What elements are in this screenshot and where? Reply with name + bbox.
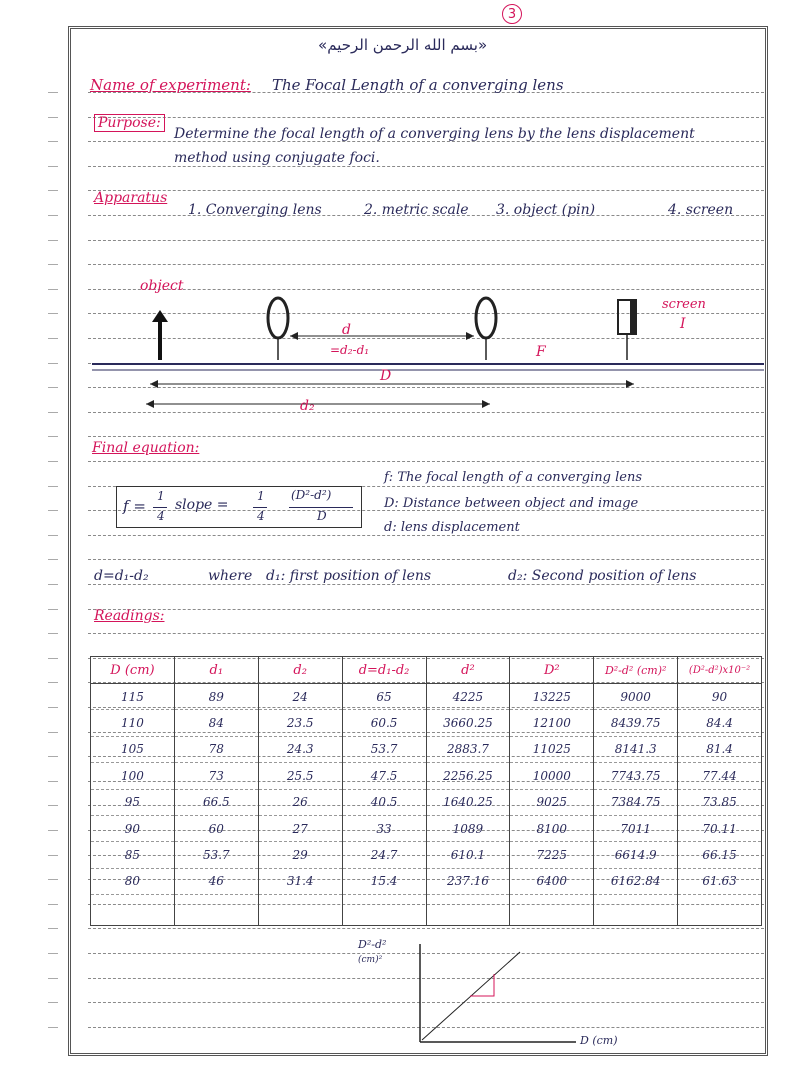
table-cell: 3660.25: [426, 710, 510, 736]
table-row: [91, 684, 762, 710]
table-cell: 9025: [510, 789, 594, 815]
margin-tick: [48, 830, 58, 831]
f-label: F: [536, 344, 546, 360]
table-cell: 84.4: [678, 710, 762, 736]
table-cell: 80: [91, 868, 175, 894]
table-cell: [426, 895, 510, 926]
table-header-cell: D²: [510, 657, 594, 684]
table-header-cell: (D²-d²)x10⁻²: [678, 657, 762, 684]
margin-tick: [48, 461, 58, 462]
page-number: 3: [502, 4, 522, 24]
screen-label: screen: [662, 297, 706, 312]
table-cell: 61.63: [678, 868, 762, 894]
d1-definition: d₁: first position of lens: [266, 568, 432, 584]
table-row: [91, 789, 762, 815]
table-cell: 89: [174, 684, 258, 710]
d-definition: d=d₁-d₂: [94, 568, 149, 584]
eq-frac1-num: 1: [157, 489, 165, 503]
table-cell: 40.5: [342, 789, 426, 815]
graph-y-label: D²-d²: [358, 938, 387, 951]
eq-frac2-num: 1: [257, 489, 265, 503]
table-cell: 1640.25: [426, 789, 510, 815]
margin-tick: [48, 436, 58, 437]
margin-tick: [48, 658, 58, 659]
table-cell: 47.5: [342, 763, 426, 789]
object-label: object: [140, 278, 184, 294]
table-cell: 13225: [510, 684, 594, 710]
table-cell: 53.7: [174, 842, 258, 868]
purpose-line-2: method using conjugate foci.: [174, 150, 380, 166]
table-cell: [594, 895, 678, 926]
apparatus-item: 4. screen: [668, 202, 734, 218]
table-cell: 237.16: [426, 868, 510, 894]
table-cell: 27: [258, 815, 342, 841]
table-cell: 60: [174, 815, 258, 841]
table-row: [91, 736, 762, 762]
table-cell: 53.7: [342, 736, 426, 762]
purpose-line-1: Determine the focal length of a converging lens by the lens displacement: [174, 126, 695, 142]
screen-edge: [630, 300, 636, 334]
table-cell: 7384.75: [594, 789, 678, 815]
margin-tick: [48, 805, 58, 806]
table-cell: 610.1: [426, 842, 510, 868]
d-arrowhead-right: [466, 332, 474, 340]
ruled-line: [88, 436, 764, 437]
image-label: I: [680, 316, 686, 332]
legend-f: f: The focal length of a converging lens: [384, 470, 643, 485]
margin-tick: [48, 904, 58, 905]
legend-d: d: lens displacement: [384, 520, 520, 535]
table-header-cell: d₁: [174, 657, 258, 684]
margin-tick: [48, 756, 58, 757]
table-cell: 85: [91, 842, 175, 868]
where-text: where: [208, 568, 253, 584]
ruled-line: [88, 609, 764, 610]
table-cell: 70.11: [678, 815, 762, 841]
d2-definition: d₂: Second position of lens: [508, 568, 697, 584]
table-header-cell: D²-d² (cm)²: [594, 657, 678, 684]
ruled-line: [88, 559, 764, 560]
table-cell: [174, 895, 258, 926]
table-header-row: [91, 657, 762, 684]
table-cell: 8100: [510, 815, 594, 841]
graph-y-unit: (cm)²: [358, 955, 383, 965]
eq-frac1-den: 4: [157, 509, 165, 523]
eq-frac3-den: D: [317, 509, 327, 523]
table-cell: 7743.75: [594, 763, 678, 789]
table-cell: [678, 895, 762, 926]
eq-frac2-bar: [253, 507, 267, 508]
table-cell: 73.85: [678, 789, 762, 815]
table-cell: 66.15: [678, 842, 762, 868]
table-cell: 90: [91, 815, 175, 841]
table-row: [91, 763, 762, 789]
margin-tick: [48, 535, 58, 536]
margin-tick: [48, 732, 58, 733]
lens-2: [476, 298, 496, 338]
table-cell: 66.5: [174, 789, 258, 815]
table-cell: [258, 895, 342, 926]
ruled-line: [88, 584, 764, 585]
big-d-arrowhead-right: [626, 380, 634, 388]
d2-arrowhead-left: [146, 400, 154, 408]
table-row: [91, 815, 762, 841]
legend-big-d: D: Distance between object and image: [384, 496, 639, 511]
table-cell: 105: [91, 736, 175, 762]
table-cell: 7011: [594, 815, 678, 841]
table-cell: 10000: [510, 763, 594, 789]
basmala: «بسم الله الرحمن الرحيم»: [318, 36, 488, 54]
table-cell: 84: [174, 710, 258, 736]
experiment-name: The Focal Length of a converging lens: [272, 76, 564, 94]
table-cell: 110: [91, 710, 175, 736]
table-cell: 65: [342, 684, 426, 710]
table-cell: 6614.9: [594, 842, 678, 868]
name-label: Name of experiment:: [90, 76, 251, 94]
table-cell: 26: [258, 789, 342, 815]
big-d-label: D: [380, 368, 392, 384]
table-cell: 46: [174, 868, 258, 894]
margin-tick: [48, 978, 58, 979]
purpose-label: Purpose:: [94, 114, 165, 132]
table-header-cell: d₂: [258, 657, 342, 684]
apparatus-item: 1. Converging lens: [188, 202, 322, 218]
optics-diagram: [0, 0, 810, 430]
readings-label: Readings:: [94, 608, 165, 624]
eq-frac1-bar: [153, 507, 167, 508]
margin-tick: [48, 879, 58, 880]
d-label: d: [342, 322, 351, 338]
graph-sketch: [340, 930, 660, 1050]
eq-frac3-num: (D²-d²): [291, 488, 332, 502]
table-cell: [510, 895, 594, 926]
table-cell: 24: [258, 684, 342, 710]
eq-frac3-bar: [289, 507, 353, 508]
table-cell: 2883.7: [426, 736, 510, 762]
table-cell: 77.44: [678, 763, 762, 789]
margin-tick: [48, 486, 58, 487]
table-cell: 24.3: [258, 736, 342, 762]
table-cell: 115: [91, 684, 175, 710]
margin-tick: [48, 584, 58, 585]
d2-label: d₂: [300, 398, 315, 414]
margin-tick: [48, 1027, 58, 1028]
table-cell: [342, 895, 426, 926]
table-cell: 6162.84: [594, 868, 678, 894]
final-equation-label: Final equation:: [92, 440, 200, 456]
table-cell: 95: [91, 789, 175, 815]
margin-tick: [48, 953, 58, 954]
table-cell: 12100: [510, 710, 594, 736]
table-cell: 2256.25: [426, 763, 510, 789]
margin-tick: [48, 928, 58, 929]
table-cell: 33: [342, 815, 426, 841]
table-cell: 31.4: [258, 868, 342, 894]
table-cell: 60.5: [342, 710, 426, 736]
table-cell: 7225: [510, 842, 594, 868]
table-row: [91, 868, 762, 894]
table-cell: 81.4: [678, 736, 762, 762]
d-formula: =d₂-d₁: [330, 343, 370, 357]
margin-tick: [48, 855, 58, 856]
table-cell: 8141.3: [594, 736, 678, 762]
ruled-line: [88, 535, 764, 536]
table-cell: 25.5: [258, 763, 342, 789]
margin-tick: [48, 1002, 58, 1003]
ruled-line: [88, 633, 764, 634]
final-equation-box: [116, 486, 362, 528]
table-header-cell: d²: [426, 657, 510, 684]
table-cell: 78: [174, 736, 258, 762]
table-cell: 23.5: [258, 710, 342, 736]
eq-frac2-den: 4: [257, 509, 265, 523]
table-cell: 15.4: [342, 868, 426, 894]
graph-slope-triangle: [470, 974, 494, 996]
margin-tick: [48, 707, 58, 708]
margin-tick: [48, 559, 58, 560]
margin-tick: [48, 682, 58, 683]
margin-tick: [48, 633, 58, 634]
margin-tick: [48, 781, 58, 782]
d-arrowhead-left: [290, 332, 298, 340]
lens-1: [268, 298, 288, 338]
graph-x-label: D (cm): [580, 1034, 618, 1047]
apparatus-label: Apparatus: [94, 190, 168, 206]
table-cell: 4225: [426, 684, 510, 710]
table-cell: 9000: [594, 684, 678, 710]
eq-slope: slope =: [175, 497, 229, 513]
margin-tick: [48, 510, 58, 511]
d2-arrowhead-right: [482, 400, 490, 408]
table-cell: 11025: [510, 736, 594, 762]
ruled-line: [88, 928, 764, 929]
table-cell: [91, 895, 175, 926]
table-cell: 1089: [426, 815, 510, 841]
apparatus-item: 3. object (pin): [496, 202, 596, 218]
table-header-cell: d=d₁-d₂: [342, 657, 426, 684]
table-row-blank: [91, 895, 762, 926]
table-row: [91, 842, 762, 868]
table-cell: 29: [258, 842, 342, 868]
table-cell: 24.7: [342, 842, 426, 868]
apparatus-item: 2. metric scale: [364, 202, 469, 218]
big-d-arrowhead-left: [150, 380, 158, 388]
table-header-cell: D (cm): [91, 657, 175, 684]
table-cell: 6400: [510, 868, 594, 894]
table-cell: 100: [91, 763, 175, 789]
object-arrowhead: [152, 310, 168, 322]
eq-lhs: f =: [123, 497, 146, 515]
table-cell: 8439.75: [594, 710, 678, 736]
table-cell: 90: [678, 684, 762, 710]
table-cell: 73: [174, 763, 258, 789]
margin-tick: [48, 609, 58, 610]
readings-table: [90, 656, 762, 926]
ruled-line: [88, 461, 764, 462]
table-row: [91, 710, 762, 736]
